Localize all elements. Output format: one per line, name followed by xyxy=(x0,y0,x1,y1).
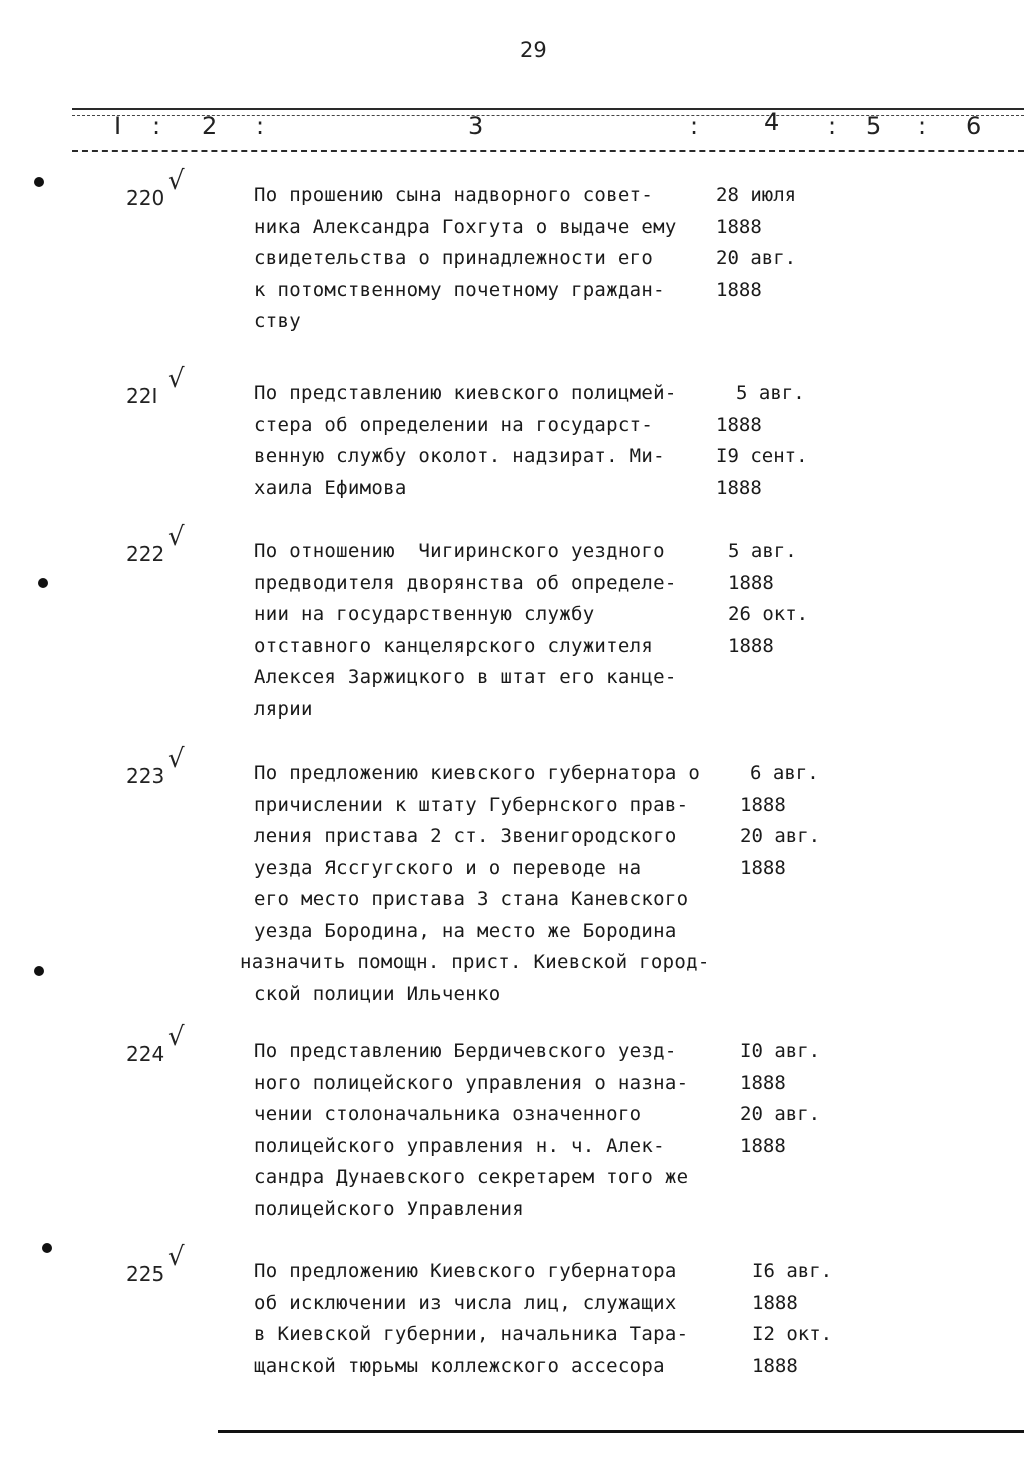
entry-number: 224 xyxy=(126,1042,165,1066)
entry-line: щанской тюрьмы коллежского ассесора xyxy=(254,1354,665,1377)
entry-description xyxy=(254,1036,688,1225)
column-separator: : xyxy=(256,112,265,140)
entry-line: об исключении из числа лиц, служащих xyxy=(254,1291,677,1314)
entry-date: 1888 xyxy=(752,1354,798,1377)
entry-line: лярии xyxy=(254,697,313,720)
header-bottom-rule xyxy=(72,150,1024,152)
entry-description xyxy=(254,1256,688,1382)
entry-date: 20 авг. xyxy=(716,247,797,269)
entry-date: 5 авг. xyxy=(736,382,805,404)
entry-line: ления пристава 2 ст. Звенигородского xyxy=(254,825,677,847)
entry-date: 6 авг. xyxy=(750,762,819,784)
entry-dates xyxy=(740,758,820,884)
entry-date: 28 июля xyxy=(716,184,797,206)
entry-description xyxy=(254,378,677,504)
checkmark-icon: √ xyxy=(168,744,185,774)
entry-line: стера об определении на государст- xyxy=(254,413,654,436)
entry-line: По предложению Киевского губернатора xyxy=(254,1260,677,1282)
entry-date: I0 авг. xyxy=(740,1040,821,1062)
entry-date: 1888 xyxy=(716,215,762,238)
entry-date: 1888 xyxy=(728,634,774,657)
column-separator: : xyxy=(828,112,837,140)
entry-line: По отношению Чигиринского уездного xyxy=(254,540,665,562)
entry-description xyxy=(254,180,677,338)
entry-line: Алексея Заржицкого в штат его канце- xyxy=(254,666,677,688)
entry-description xyxy=(254,536,677,725)
entry-date: I2 окт. xyxy=(752,1323,833,1345)
punch-hole-icon xyxy=(42,1243,52,1253)
entry-line: его место пристава 3 стана Каневского xyxy=(254,888,689,910)
entry-line: ству xyxy=(254,310,301,332)
entry-number: 222 xyxy=(126,542,165,566)
bottom-rule xyxy=(218,1430,1024,1433)
entry-line: свидетельства о принадлежности его xyxy=(254,247,654,269)
entry-line: нии на государственную службу xyxy=(254,603,595,625)
entry-line: назначить помощн. прист. Киевской город- xyxy=(240,951,710,973)
entry-dates xyxy=(740,1036,820,1162)
entry-line: сандра Дунаевского секретарем того же xyxy=(254,1166,689,1188)
checkmark-icon: √ xyxy=(168,166,185,196)
entry-line: По прошению сына надворного совет- xyxy=(254,184,654,206)
header-top-rule xyxy=(72,108,1024,110)
entry-dates xyxy=(752,1256,832,1382)
checkmark-icon: √ xyxy=(168,1242,185,1272)
entry-description xyxy=(240,758,710,1010)
punch-hole-icon xyxy=(34,177,44,187)
entry-line: чении столоначальника означенного xyxy=(254,1103,642,1125)
column-header-1: I xyxy=(114,112,122,140)
entry-line: полицейского управления н. ч. Алек- xyxy=(254,1134,665,1157)
column-separator: : xyxy=(918,112,927,140)
checkmark-icon: √ xyxy=(168,364,185,394)
entry-line: ской полиции Ильченко xyxy=(254,982,501,1005)
entry-dates xyxy=(728,536,808,662)
entry-dates xyxy=(716,378,808,504)
entry-line: По представлению Бердичевского уезд- xyxy=(254,1040,677,1062)
entry-line: хаила Ефимова xyxy=(254,476,407,499)
punch-hole-icon xyxy=(34,966,44,976)
entry-line: По предложению киевского губернатора о xyxy=(254,762,701,784)
entry-line: По представлению киевского полицмей- xyxy=(254,382,677,404)
entry-line: причислении к штату Губернского прав- xyxy=(254,793,689,816)
entry-date: I6 авг. xyxy=(752,1260,833,1282)
entry-line: отставного канцелярского служителя xyxy=(254,634,654,657)
column-separator: : xyxy=(152,112,161,140)
entry-line: уезда Бородина, на место же Бородина xyxy=(254,919,677,942)
entry-dates xyxy=(716,180,796,306)
entry-date: 1888 xyxy=(728,571,774,594)
entry-date: 1888 xyxy=(740,1071,786,1094)
entry-date: 1888 xyxy=(716,413,762,436)
column-separator: : xyxy=(690,112,699,140)
entry-line: венную службу околот. надзират. Ми- xyxy=(254,445,665,467)
entry-line: уезда Яссгугского и о переводе на xyxy=(254,856,642,879)
column-header-6: 6 xyxy=(966,112,982,140)
entry-date: 20 авг. xyxy=(740,1103,821,1125)
entry-number: 22I xyxy=(126,384,158,408)
checkmark-icon: √ xyxy=(168,522,185,552)
column-header-2: 2 xyxy=(202,112,218,140)
entry-line: предводителя дворянства об определе- xyxy=(254,571,677,594)
page-number: 29 xyxy=(520,38,547,62)
entry-date: 1888 xyxy=(740,856,786,879)
entry-date: 1888 xyxy=(716,278,762,301)
entry-line: в Киевской губернии, начальника Тара- xyxy=(254,1323,689,1345)
column-header-5: 5 xyxy=(866,112,882,140)
entry-line: ника Александра Гохгута о выдаче ему xyxy=(254,215,677,238)
entry-line: к потомственному почетному граждан- xyxy=(254,278,665,301)
column-header-4: 4 xyxy=(764,108,780,136)
entry-line: полицейского Управления xyxy=(254,1197,524,1220)
entry-date: 1888 xyxy=(752,1291,798,1314)
checkmark-icon: √ xyxy=(168,1022,185,1052)
entry-date: 1888 xyxy=(740,793,786,816)
entry-number: 223 xyxy=(126,764,165,788)
entry-date: 26 окт. xyxy=(728,603,809,625)
entry-date: 1888 xyxy=(740,1134,786,1157)
entry-date: 20 авг. xyxy=(740,825,821,847)
entry-date: 1888 xyxy=(716,476,762,499)
punch-hole-icon xyxy=(38,578,48,588)
entry-number: 225 xyxy=(126,1262,165,1286)
entry-date: I9 сент. xyxy=(716,445,808,467)
entry-date: 5 авг. xyxy=(728,540,797,562)
column-header-3: 3 xyxy=(468,112,484,140)
entry-number: 220 xyxy=(126,186,165,210)
entry-line: ного полицейского управления о назна- xyxy=(254,1071,689,1094)
